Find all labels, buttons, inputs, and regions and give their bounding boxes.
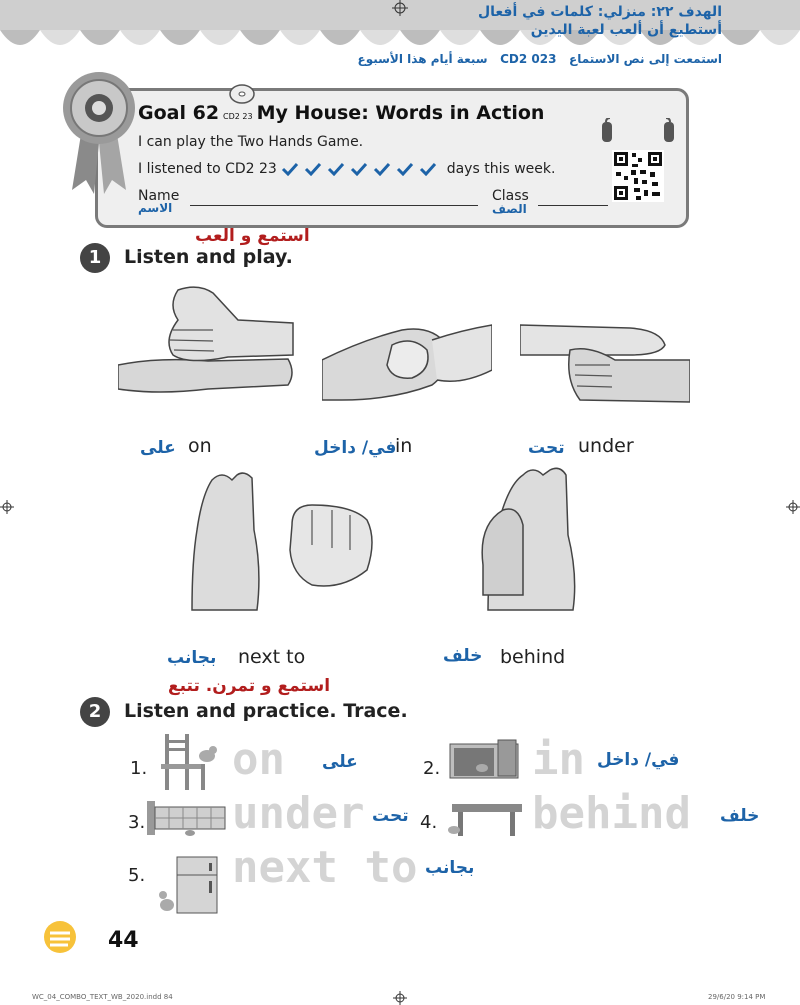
item-1-arabic: على [322, 752, 358, 772]
item-4-number: 4. [420, 812, 438, 833]
box-mouse-icon [448, 738, 522, 780]
footer-date: 29/6/20 9:14 PM [708, 993, 766, 1001]
word-next-to: next to [238, 646, 306, 668]
word-behind-arabic: خلف [443, 646, 483, 666]
section2-title: Listen and practice. Trace. [124, 700, 408, 722]
item-5-arabic: بجانب [425, 858, 475, 878]
trace-word-on[interactable]: on [232, 734, 285, 785]
class-label: Class [492, 188, 529, 204]
item-4-arabic: خلف [720, 806, 760, 826]
word-in-arabic: في/ داخل [314, 438, 397, 458]
check-icon[interactable] [350, 162, 368, 176]
section2-number: 2 [80, 697, 110, 727]
section1-arabic-title: استمع و العب [195, 226, 310, 246]
qr-code-icon[interactable] [612, 150, 664, 202]
headphones-icon [598, 118, 680, 148]
class-label-arabic: الصف [492, 202, 527, 216]
item-1-number: 1. [130, 758, 148, 779]
item-2-arabic: في/ داخل [597, 750, 680, 770]
check-icon[interactable] [304, 162, 322, 176]
section2-arabic-title: استمع و تمرن. تتبع [168, 676, 331, 696]
registration-mark-right-icon [786, 500, 800, 514]
goal-cd: CD2 23 [223, 112, 253, 121]
goal-title [138, 102, 544, 124]
check-icon[interactable] [396, 162, 414, 176]
hands-next-to-illustration [182, 470, 382, 615]
hands-under-illustration [520, 320, 690, 415]
registration-mark-bottom-icon [393, 991, 407, 1005]
check-icon[interactable] [373, 162, 391, 176]
series-logo-icon [40, 915, 80, 957]
section1-number: 1 [80, 243, 110, 273]
check-icon[interactable] [419, 162, 437, 176]
ribbon-badge-icon [60, 68, 138, 196]
word-in: in [395, 435, 413, 457]
item-3-number: 3. [128, 812, 146, 833]
goal-can-statement: I can play the Two Hands Game. [138, 134, 364, 150]
goal-listened-line: I listened to CD2 23 days this week. [138, 161, 556, 177]
header-arabic-goal: الهدف ٢٢: منزلي: كلمات في أفعال [477, 4, 722, 20]
word-on: on [188, 435, 212, 457]
chair-mouse-icon [157, 732, 222, 792]
check-icon[interactable] [281, 162, 299, 176]
class-field[interactable] [538, 204, 608, 206]
hands-in-illustration [322, 300, 492, 415]
table-mouse-icon [446, 798, 524, 838]
word-on-arabic: على [140, 438, 176, 458]
item-2-number: 2. [423, 758, 441, 779]
item-3-arabic: تحت [372, 806, 409, 826]
goal-number: Goal 62 [138, 102, 220, 124]
item-5-number: 5. [128, 865, 146, 886]
trace-word-behind[interactable]: behind [532, 788, 691, 839]
bed-mouse-icon [145, 797, 230, 837]
name-label-arabic: الاسم [138, 201, 173, 215]
print-footer [0, 991, 800, 1005]
header-arabic-can: أستطيع أن ألعب لعبة اليدين [530, 22, 722, 38]
word-behind: behind [500, 646, 566, 668]
word-under-arabic: تحت [528, 438, 565, 458]
footer-file: WC_04_COMBO_TEXT_WB_2020.indd 84 [32, 993, 173, 1001]
trace-word-in[interactable]: in [532, 734, 585, 785]
word-under: under [578, 435, 634, 457]
check-icon[interactable] [327, 162, 345, 176]
section1-title: Listen and play. [124, 246, 293, 268]
day-checkboxes[interactable] [281, 161, 442, 177]
goal-heading: My House: Words in Action [256, 102, 545, 124]
page-number: 44 [108, 928, 139, 953]
hands-behind-illustration [478, 465, 598, 615]
trace-word-under[interactable]: under [232, 788, 365, 839]
registration-mark-left-icon [0, 500, 14, 514]
word-next-to-arabic: بجانب [167, 648, 217, 668]
name-field[interactable] [190, 204, 478, 206]
name-label: Name [138, 188, 180, 204]
fridge-mouse-icon [155, 855, 225, 915]
hands-on-illustration [118, 285, 298, 410]
header-arabic-listened: استمعت إلى نص الاستماع CD2 023 سبعة أيام هذا الأسبوع [357, 52, 722, 66]
trace-word-next-to[interactable]: next to [232, 842, 418, 893]
